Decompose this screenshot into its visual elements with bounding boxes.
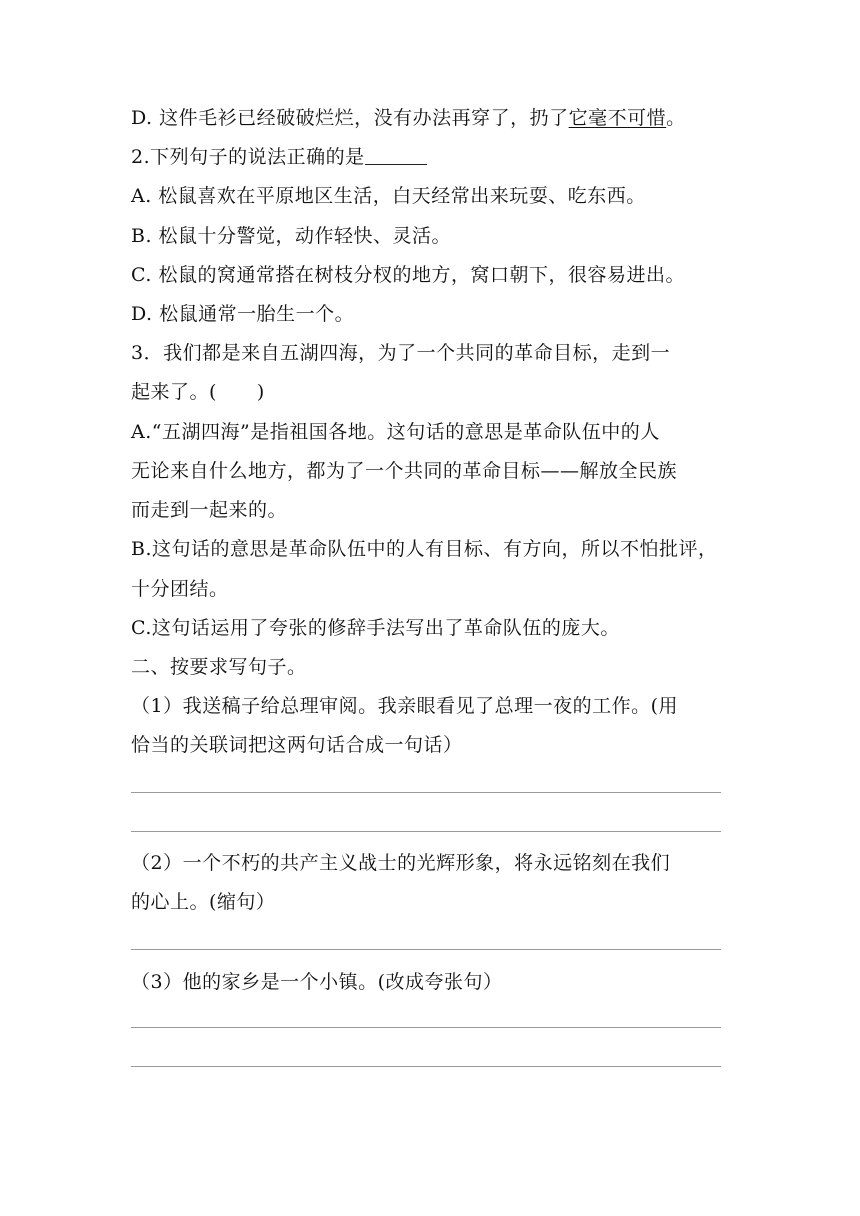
answer-line[interactable] bbox=[131, 831, 721, 832]
q3-option-b-line-1: B.这句话的意思是革命队伍中的人有目标、有方向，所以不怕批评， bbox=[131, 538, 718, 560]
q3-option-a-line-2: 无论来自什么地方，都为了一个共同的革命目标——解放全民族 bbox=[131, 460, 678, 482]
underlined-phrase: 它毫不可惜 bbox=[568, 107, 667, 129]
q2-option-b: B. 松鼠十分警觉，动作轻快、灵活。 bbox=[131, 225, 452, 247]
q2-option-c: C. 松鼠的窝通常搭在树枝分杈的地方，窝口朝下，很容易进出。 bbox=[131, 264, 685, 286]
answer-line[interactable] bbox=[131, 792, 721, 793]
task-2-line-2: 的心上。(缩句） bbox=[131, 891, 276, 913]
answer-blank[interactable] bbox=[365, 146, 427, 165]
q3-option-a-line-3: 而走到一起来的。 bbox=[131, 499, 288, 521]
q3-option-c: C.这句话运用了夸张的修辞手法写出了革命队伍的庞大。 bbox=[131, 617, 620, 639]
q3-option-b-line-2: 十分团结。 bbox=[131, 578, 229, 600]
question-3-line-2 bbox=[131, 378, 265, 406]
task-1-line-1: （1）我送稿子给总理审阅。我亲眼看见了总理一夜的工作。(用 bbox=[131, 695, 679, 717]
answer-line[interactable] bbox=[131, 1066, 721, 1067]
question-3-line-1: 3．我们都是来自五湖四海，为了一个共同的革命目标，走到一 bbox=[131, 342, 671, 364]
question-2 bbox=[131, 143, 427, 171]
q2-option-a: A. 松鼠喜欢在平原地区生活，白天经常出来玩耍、吃东西。 bbox=[131, 185, 646, 207]
task-1-line-2: 恰当的关联词把这两句话合成一句话） bbox=[131, 734, 463, 756]
question-text: 起来了。( bbox=[131, 381, 217, 403]
section-2-heading: 二、按要求写句子。 bbox=[131, 656, 307, 678]
punctuation: 。 bbox=[666, 107, 686, 129]
q2-option-d: D. 松鼠通常一胎生一个。 bbox=[131, 303, 355, 325]
punctuation: ) bbox=[256, 381, 265, 403]
answer-line[interactable] bbox=[131, 949, 721, 950]
option-text: D. 这件毛衫已经破破烂烂，没有办法再穿了，扔了 bbox=[131, 107, 569, 129]
q3-option-a-line-1: A.“五湖四海”是指祖国各地。这句话的意思是革命队伍中的人 bbox=[131, 421, 660, 443]
task-3: （3）他的家乡是一个小镇。(改成夸张句） bbox=[131, 971, 503, 993]
task-2-line-1: （2）一个不朽的共产主义战士的光辉形象，将永远铭刻在我们 bbox=[131, 852, 671, 874]
answer-line[interactable] bbox=[131, 1027, 721, 1028]
option-d-line bbox=[131, 104, 686, 132]
question-text: 2.下列句子的说法正确的是 bbox=[131, 146, 365, 168]
